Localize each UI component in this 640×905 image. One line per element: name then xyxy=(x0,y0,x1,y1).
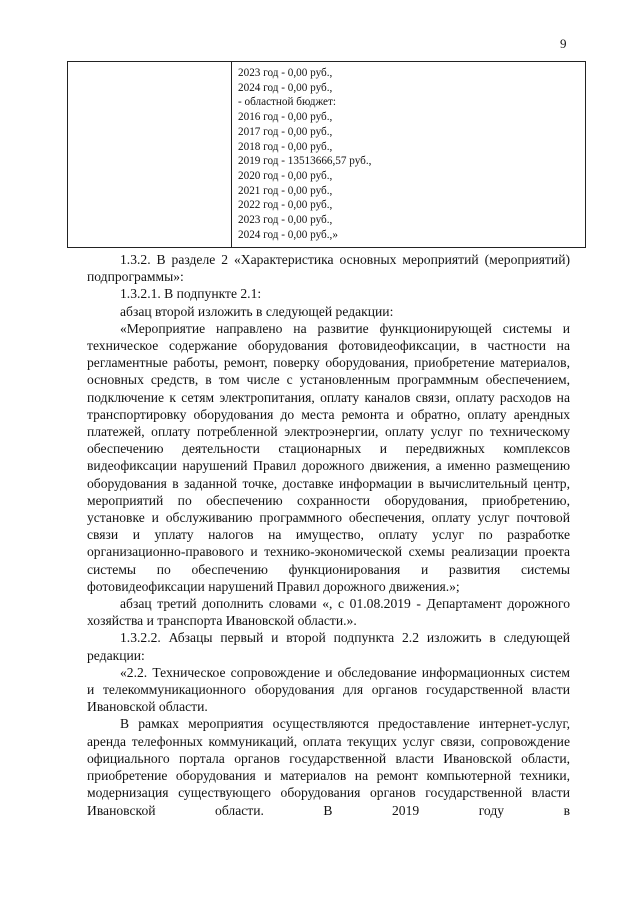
paragraph: 1.3.2. В разделе 2 «Характеристика основных мероприятий (мероприятий) подпрограммы»: xyxy=(87,252,570,285)
budget-line: 2024 год - 0,00 руб., xyxy=(238,81,333,94)
budget-line: 2019 год - 13513666,57 руб., xyxy=(238,155,372,168)
budget-table xyxy=(67,61,586,248)
budget-line: 2020 год - 0,00 руб., xyxy=(238,169,333,182)
paragraph: «Мероприятие направлено на развитие функционирующей системы и техническое содержание оборудования фотовидеофиксации, в частности на регламентные работы, ремонт, поверку оборудования, приобретение материалов, основных средств, в том числе с установленным программным обеспечением, подключение к сетям электропитания, оплату каналов связи, оплату расходов на транспортировку оборудования до места ремонта и обратно, оплату арендных платежей, оплату потребленной электроэнергии, оплату услуг по техническому обеспечению деятельности стационарных и передвижных комплексов видеофиксации нарушений Правил дорожного движения, а именно размещению оборудования в заданной точке, доставке информации в вычислительный центр, мероприятий по обеспечению сохранности оборудования, приобретению, установке и обслуживанию программного обеспечения, оплату услуг почтовой связи и уплату налогов на имущество, оплату услуг по разработке организационно-правового и технико-экономической схемы реализации проекта системы по обеспечению функционирования и развития системы фотовидеофиксации нарушений Правил дорожного движения.»; xyxy=(87,320,570,594)
page-number: 9 xyxy=(560,36,567,51)
budget-table-values-cell xyxy=(232,62,585,247)
paragraph: В рамках мероприятия осуществляются предоставление интернет-услуг, аренда телефонных коммуникаций, оплата текущих услуг связи, сопровождение официального портала органов государственной власти Ивановской области, приобретение оборудования и материалов на ремонт компьютерной техники, модернизация существующего оборудования органов государственной власти Ивановской области. В 2019 году в xyxy=(87,716,570,818)
paragraph: 1.3.2.1. В подпункте 2.1: xyxy=(120,286,262,302)
budget-line: 2021 год - 0,00 руб., xyxy=(238,184,333,197)
budget-line: 2022 год - 0,00 руб., xyxy=(238,199,333,212)
budget-line: 2023 год - 0,00 руб., xyxy=(238,214,333,227)
budget-line: - областной бюджет: xyxy=(238,96,337,109)
budget-line: 2018 год - 0,00 руб., xyxy=(238,140,333,153)
paragraph: 1.3.2.2. Абзацы первый и второй подпункта 2.2 изложить в следующей редакции: xyxy=(87,630,570,663)
budget-line: 2016 год - 0,00 руб., xyxy=(238,111,333,124)
paragraph: абзац второй изложить в следующей редакции: xyxy=(120,303,394,319)
budget-line: 2017 год - 0,00 руб., xyxy=(238,125,333,138)
budget-line: 2023 год - 0,00 руб., xyxy=(238,67,333,79)
budget-line: 2024 год - 0,00 руб.,» xyxy=(238,228,338,241)
paragraph: абзац третий дополнить словами «, с 01.08.2019 - Департамент дорожного хозяйства и транспорта Ивановской области.». xyxy=(87,596,570,629)
budget-table-empty-cell xyxy=(68,62,232,247)
paragraph: «2.2. Техническое сопровождение и обследование информационных систем и телекоммуникационного оборудования для органов государственной власти Ивановской области. xyxy=(87,664,570,715)
document-body xyxy=(87,251,570,819)
